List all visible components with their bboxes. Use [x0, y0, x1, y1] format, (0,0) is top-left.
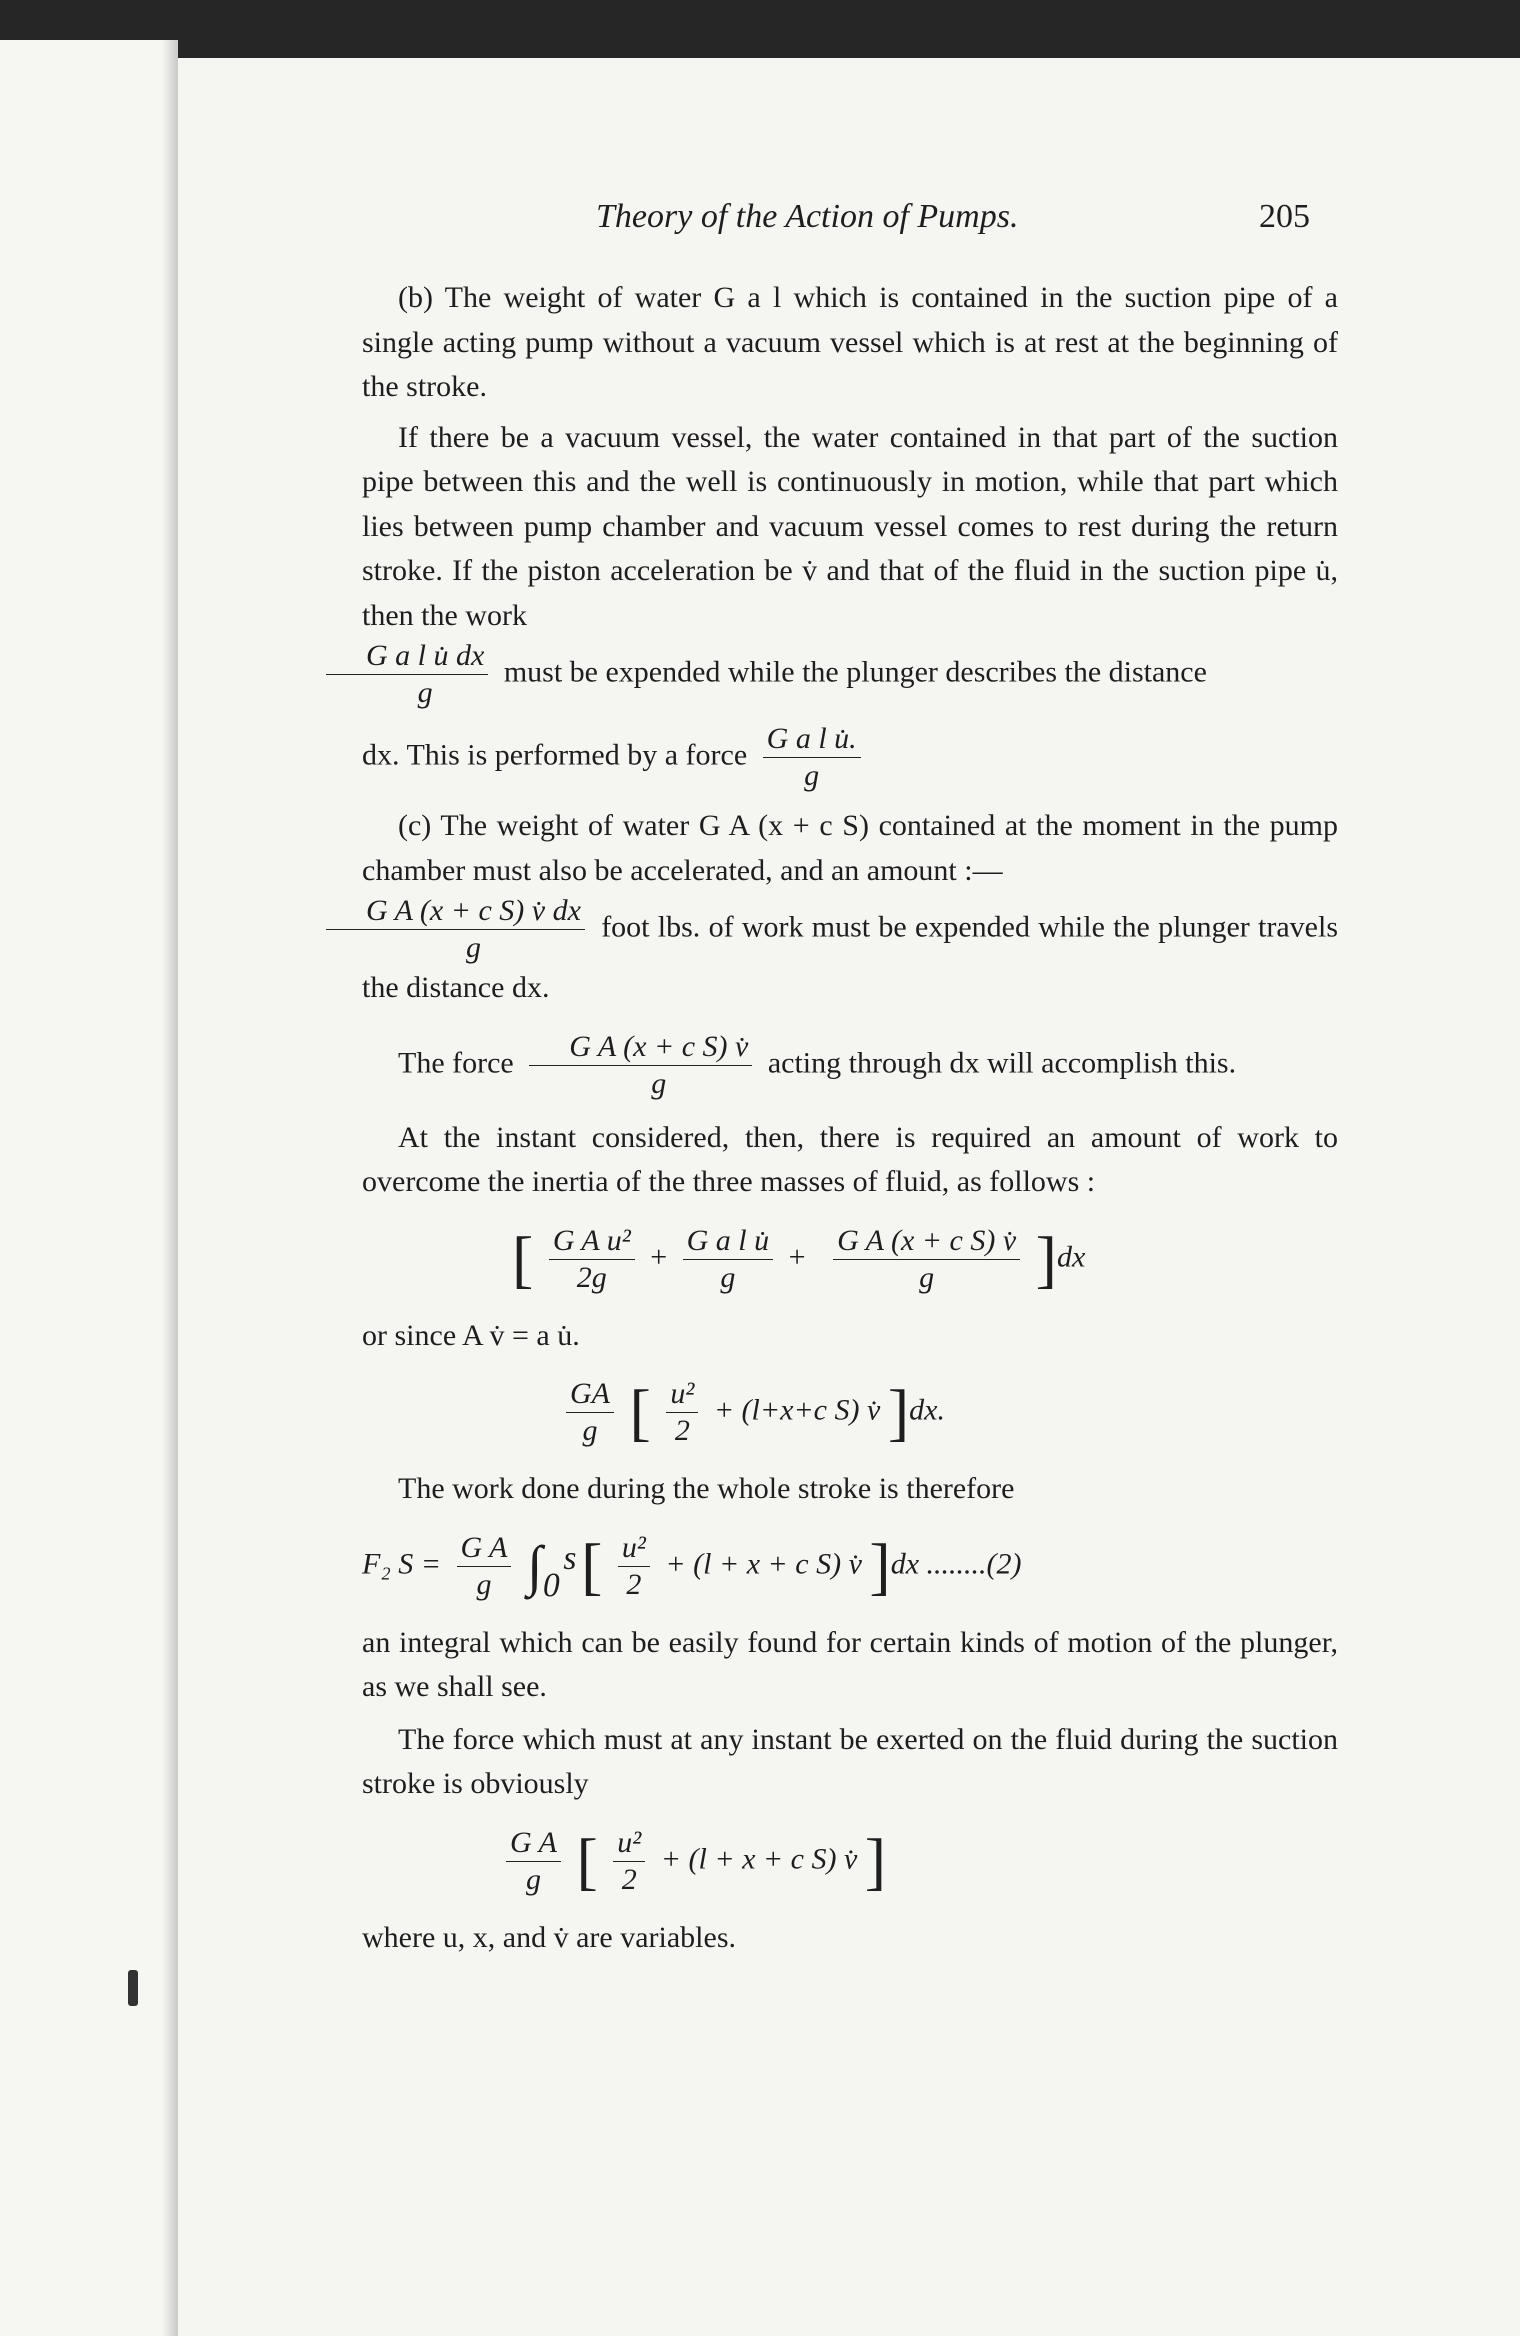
equation-lhs: F₂ S =	[362, 1546, 441, 1580]
paragraph-text: If there be a vacuum vessel, the water contained in that part of the suction pipe between this and the well is continuously in motion, while that part which lies between pump chamber and vacuum vessel comes to rest during the return stroke. If the piston acceleration be v̇ and that of the fluid in the suction pipe u̇, then the work	[362, 420, 1338, 632]
paragraph-text: must be expended while the plunger describes the distance	[503, 655, 1207, 689]
spine-shadow	[162, 40, 178, 2336]
term-denominator: g	[720, 1260, 736, 1294]
fraction-numerator: G A (x + c S) v̇ dx	[326, 893, 585, 930]
equation-term	[549, 1223, 635, 1296]
equation-prefactor	[457, 1530, 512, 1603]
term-denominator: 2	[674, 1414, 690, 1447]
fraction-work-chamber	[326, 893, 585, 966]
bracket-open: [	[581, 1529, 603, 1601]
equation-inertia-sum	[362, 1223, 1338, 1296]
page-number: 205	[1259, 198, 1310, 235]
plus-sign: +	[650, 1239, 668, 1273]
term-denominator: g	[582, 1414, 598, 1447]
paragraph-suction-force: The force which must at any instant be exerted on the fluid during the suction stroke is obviously	[362, 1722, 1338, 1800]
term-numerator: G a l u̇	[683, 1223, 774, 1260]
equation-tail: dx.	[909, 1393, 945, 1427]
paragraph-text: dx. This is performed by a force	[362, 738, 748, 772]
equation-prefactor	[566, 1376, 614, 1449]
fraction-denominator: g	[651, 1066, 667, 1100]
fraction-work	[326, 638, 488, 711]
bracket-open: [	[576, 1824, 598, 1896]
paragraph-text: foot lbs. of work must be expended while the plunger travels the distance dx.	[362, 910, 1338, 1004]
equation-prefactor	[506, 1825, 561, 1898]
bracket-close: ]	[887, 1376, 910, 1448]
fraction-denominator: g	[465, 931, 481, 964]
paragraph-inertia: At the instant considered, then, there is required an amount of work to overcome the inertia of the three masses of fluid, as follows :	[362, 1120, 1338, 1198]
term-numerator: GA	[566, 1376, 614, 1413]
term-numerator: u²	[613, 1825, 645, 1862]
equation-rest: + (l + x + c S) v̇	[660, 1841, 858, 1875]
paragraph-vacuum-vessel	[362, 416, 1338, 712]
term-denominator: 2g	[576, 1260, 607, 1294]
term-denominator: g	[919, 1260, 935, 1294]
bracket-close: ]	[1035, 1222, 1057, 1294]
equation-term	[833, 1223, 1020, 1296]
bracket-open: [	[512, 1222, 534, 1294]
running-title: Theory of the Action of Pumps.	[596, 198, 1019, 235]
equation-term	[618, 1530, 650, 1603]
fraction-denominator: g	[804, 759, 820, 792]
bracket-open: [	[629, 1376, 651, 1448]
paragraph-text: The force	[398, 1045, 514, 1079]
plus-sign: +	[788, 1239, 806, 1273]
fraction-numerator: G a l u̇.	[763, 721, 861, 758]
bracket-close: ]	[869, 1529, 891, 1601]
equation-suction-force	[362, 1825, 1338, 1898]
paragraph-whole-stroke: The work done during the whole stroke is therefore	[398, 1472, 1015, 1505]
fraction-force-acting	[529, 1029, 752, 1102]
equation-tail: dx ........(2)	[890, 1546, 1022, 1580]
paragraph-b: (b) The weight of water G a l which is contained in the suction pipe of a single acting pump without a vacuum vessel which is at rest at the beginning of the stroke.	[362, 281, 1338, 403]
equation-term	[683, 1223, 774, 1296]
term-denominator: g	[525, 1862, 541, 1896]
paragraph-text: acting through dx will accomplish this.	[767, 1045, 1237, 1079]
page-body	[362, 276, 1338, 1960]
paragraph-force-acting	[362, 1029, 1338, 1102]
fraction-denominator: g	[417, 676, 433, 709]
term-denominator: 2	[626, 1567, 642, 1601]
paragraph-force	[362, 721, 1338, 794]
fraction-numerator: G a l u̇ dx	[326, 638, 488, 675]
equation-term	[613, 1825, 645, 1898]
equation-2	[362, 1530, 1338, 1603]
gutter-mark	[128, 1970, 138, 2006]
paragraph-text: (c) The weight of water G A (x + c S) contained at the moment in the pump chamber must also be accelerated, and an amount :—	[362, 809, 1338, 887]
integral-sign: ∫₀ˢ	[526, 1534, 574, 1597]
term-numerator: G A	[457, 1530, 512, 1567]
bracket-close: ]	[864, 1824, 887, 1896]
paragraph-integral: an integral which can be easily found for certain kinds of motion of the plunger, as we shall see.	[362, 1625, 1338, 1703]
equation-term	[666, 1376, 698, 1449]
facing-page-edge	[0, 40, 178, 2336]
term-numerator: G A (x + c S) v̇	[833, 1223, 1020, 1260]
fraction-numerator: G A (x + c S) v̇	[529, 1029, 752, 1066]
paragraph-or-since: or since A v̇ = a u̇.	[362, 1318, 580, 1352]
paragraph-variables: where u, x, and v̇ are variables.	[362, 1920, 737, 1954]
equation-simplified	[362, 1376, 1338, 1449]
fraction-force	[763, 721, 861, 794]
equation-tail: dx	[1056, 1239, 1086, 1273]
term-numerator: u²	[666, 1376, 698, 1413]
running-header	[362, 198, 1338, 246]
equation-rest: + (l+x+c S) v̇	[713, 1393, 881, 1427]
term-numerator: u²	[618, 1530, 650, 1567]
equation-rest: + (l + x + c S) v̇	[665, 1546, 862, 1580]
term-numerator: G A	[506, 1825, 561, 1862]
term-denominator: 2	[621, 1862, 637, 1896]
term-numerator: G A u²	[549, 1223, 635, 1260]
term-denominator: g	[476, 1567, 492, 1601]
paragraph-c	[362, 804, 1338, 1011]
